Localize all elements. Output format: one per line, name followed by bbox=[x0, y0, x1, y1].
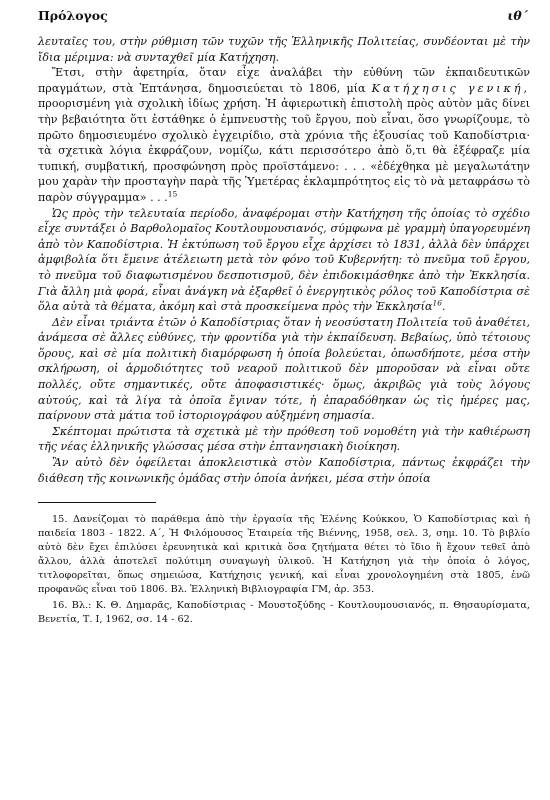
paragraph-1806-catechism bbox=[38, 65, 530, 205]
footnote-ref-15[interactable]: 15 bbox=[167, 189, 178, 199]
page-number: ιθ΄ bbox=[507, 8, 528, 23]
paragraph-last-period: Ὡς πρὸς τὴν τελευταία περίοδο, ἀναφέρομαι στὴν Κατήχηση τῆς ὁποίας τὸ σχέδιο εἶχε συντάξει ὁ Βαρθολομαῖος Κουτλουμουσιανός, σύμφωνα μὲ γραμμὴ ὑπαγορευμένη ἀπὸ τὸν Καποδίστρια. Ἡ ἐκτύπωση τοῦ ἔργου εἶχε ἀρχίσει τὸ 1831, ἀλλὰ δὲν ὑπάρχει ἀμφιβολία ὅτι ἔμεινε ἀτέλειωτη μετὰ τὸν φόνο τοῦ Κυβερνήτη: τὸ πνεῦμα τοῦ ἔργου, τὸ πνεῦμα τοῦ διαφωτισμένου δεσποτισμοῦ, δὲν ἐπιδοκιμάσθηκε ἀπὸ τὴν Ἐκκλησία. Γιὰ ἄλλη μιὰ φορά, εἶναι ἀνάγκη νὰ ἐξαρθεῖ ὁ ἐνεργητικὸς ρόλος τοῦ Καποδίστρια σὲ ὅλα αὐτὰ τὰ θέματα, ἀκόμη καὶ στὰ προσκείμενα πρὸς τὴν Ἐκκλησία$^{16}$. bbox=[38, 206, 530, 314]
paragraph-text: προορισμένη γιὰ σχολικὴ ἰδίως χρήση. Ἡ ἀφιερωτικὴ ἐπιστολὴ πρὸς αὐτὸν μᾶς δίνει τὴν βεβαιότητα ὅτι ἐστάθηκε ὁ ἐμπνευστὴς τοῦ ἔργου, ποὺ εἶναι, ὅσο γνωρίζουμε, τὸ πρῶτο δημοσιευμένο σχολικὸ ἐγχειρίδιο, στὰ χρόνια τῆς ἐξουσίας τοῦ Καποδίστρια· τὰ σχετικὰ λόγια ἐκφράζουν, νομίζω, κάτι περισσότερο ἀπὸ ὅ,τι θὰ ἐξέφραζε μία τυπική, συμβατική, προσφώνηση πρὸς προϊστάμενο: . . . «ἐδέχθηκα μὲ μεγαλωτάτην μου χαρὰν τὴν προσταγὴν παρὰ τῆς Ὑμετέρας ἐκλαμπρότητος εἰς τὸ νὰ μεταφράσω τὸ παρὸν σύγγραμμα» . . . bbox=[38, 97, 530, 204]
paragraph-text: Ὡς πρὸς τὴν τελευταία περίοδο, ἀναφέρομαι στὴν Κατήχηση τῆς ὁποίας τὸ σχέδιο εἶχε συντάξει ὁ Βαρθολομαῖος Κουτλουμουσιανός, σύμφωνα μὲ γραμμὴ ὑπαγορευμένη ἀπὸ τὸν Καποδίστρια. Ἡ ἐκτύπωση τοῦ ἔργου εἶχε ἀρχίσει τὸ 1831, ἀλλὰ δὲν ὑπάρχει ἀμφιβολία ὅτι ἔμεινε ἀτέλειωτη μετὰ τὸν φόνο τοῦ Κυβερνήτη: τὸ πνεῦμα τοῦ ἔργου, τὸ πνεῦμα τοῦ διαφωτισμένου δεσποτισμοῦ, δὲν ἐπιδοκιμάσθηκε ἀπὸ τὴν Ἐκκλησία. Γιὰ ἄλλη μιὰ φορά, εἶναι ἀνάγκη νὰ ἐξαρθεῖ ὁ ἐνεργητικὸς ρόλος τοῦ Καποδίστρια σὲ ὅλα αὐτὰ τὰ θέματα, ἀκόμη καὶ στὰ προσκείμενα πρὸς τὴν Ἐκκλησία bbox=[38, 206, 530, 314]
running-header bbox=[38, 8, 530, 30]
catechism-title: Κατήχησις γενική, bbox=[371, 81, 530, 95]
paragraph-language: Σκέπτομαι πρώτιστα τὰ σχετικὰ μὲ τὴν πρόθεση τοῦ νομοθέτη γιὰ τὴν καθιέρωση τῆς νέας ἑλληνικῆς γλώσσας μέσα στὴν ἐπτανησιακὴ διοίκηση. bbox=[38, 424, 530, 454]
paragraph-text: Ἔτσι, στὴν ἀφετηρία, ὅταν εἶχε ἀναλάβει τὴν εὐθύνη τῶν ἐκπαιδευτικῶν πραγμάτων, στὰ Ἐπτάνησα, δημοσιεύεται τὸ 1806, μία bbox=[38, 66, 530, 95]
paragraph-thirty-years: Δὲν εἶναι τριάντα ἐτῶν ὁ Καποδίστριας ὅταν ἡ νεοσύστατη Πολιτεία τοῦ ἀναθέτει, ἀνάμεσα σὲ ἄλλες εὐθύνες, τὴν φροντίδα γιὰ τὴν ἐκπαίδευση. Βεβαίως, ὑπὸ τέτοιους ὅρους, καὶ σὲ μία πολιτικὴ διαμόρφωση ἡ ὁποία βολεύεται, ὁπωσδήποτε, μέσα στὴν σκλήρωση, οἱ ἁρμοδιότητες τοῦ νεαροῦ πολιτικοῦ δὲν μποροῦσαν νὰ εἶναι οὔτε πολλές, οὔτε σημαντικές, οὔτε ἀποφασιστικές· ὅμως, ἀκριβῶς γιὰ τοὺς λόγους αὐτούς, καὶ τὰ λίγα τὰ ὁποῖα ἔγιναν τότε, ἡ ἐπαραδόθηκαν ὡς τὶς ἡμέρες μας, παίρνουν στὰ μάτια τοῦ ἱστοριογράφου αὐξημένη σημασία. bbox=[38, 315, 530, 423]
footnote-ref-16[interactable]: 16 bbox=[432, 298, 442, 308]
running-title: Πρόλογος bbox=[38, 8, 108, 23]
footnote-16: 16. Βλ.: Κ. Θ. Δημαρᾶς, Καποδίστριας - Μουστοξύδης - Κουτλουμουσιανός, π. Θησαυρίσματα, Βενετία, Τ. Ι, 1962, σσ. 14 - 62. bbox=[38, 600, 530, 626]
footnotes bbox=[38, 513, 530, 627]
paragraph-continuation: λευταῖες του, στὴν ρύθμιση τῶν τυχῶν τῆς Ἑλληνικῆς Πολιτείας, συνδέονται μὲ τὴν ἴδια μέριμνα: νὰ συνταχθεῖ μία Κατήχηση. bbox=[38, 35, 530, 64]
footnote-divider bbox=[38, 502, 156, 503]
paragraph-social-group: Ἂν αὐτὸ δὲν ὀφείλεται ἀποκλειστικὰ στὸν Καποδίστρια, πάντως ἐκφράζει τὴν διάθεση τῆς κοινωνικῆς ὁμάδας στὴν ὁποία ἀνήκει, μέσα στὴν ὁποία bbox=[38, 456, 530, 485]
footnote-15: 15. Δανείζομαι τὸ παράθεμα ἀπὸ τὴν ἐργασία τῆς Ἑλένης Κούκκου, Ὁ Καποδίστριας καὶ ἡ παιδεία 1803 - 1822. Α΄, Ἡ Φιλόμουσος Ἑταιρεία τῆς Βιέννης, 1958, σελ. 3, σημ. 10. Τὸ βιβλίο αὐτὸ δὲν ἔχει ἐπιλύσει ἐρευνητικὰ καὶ κριτικὰ ὅσα ζητήματα θέτει τὸ ἴδιο ἢ ἔχουν τεθεῖ ἀπὸ ἄλλου, ἀλλὰ ἀποτελεῖ πολύτιμη συναγωγὴ ὑλικοῦ. Ἡ Κατήχηση γιὰ τὴν ὁποία ὁ λόγος, τιτλοφορεῖται, ὅπως σημειώσα, Κατήχησις γενική, καὶ εἶναι χρονολογημένη στὰ 1805, ἐνῶ προφανῶς εἶναι τοῦ 1806. Βλ. Ἑλληνικὴ Βιβλιογραφία ΓΜ, ἀρ. 353. bbox=[38, 514, 530, 596]
main-text bbox=[38, 34, 530, 486]
